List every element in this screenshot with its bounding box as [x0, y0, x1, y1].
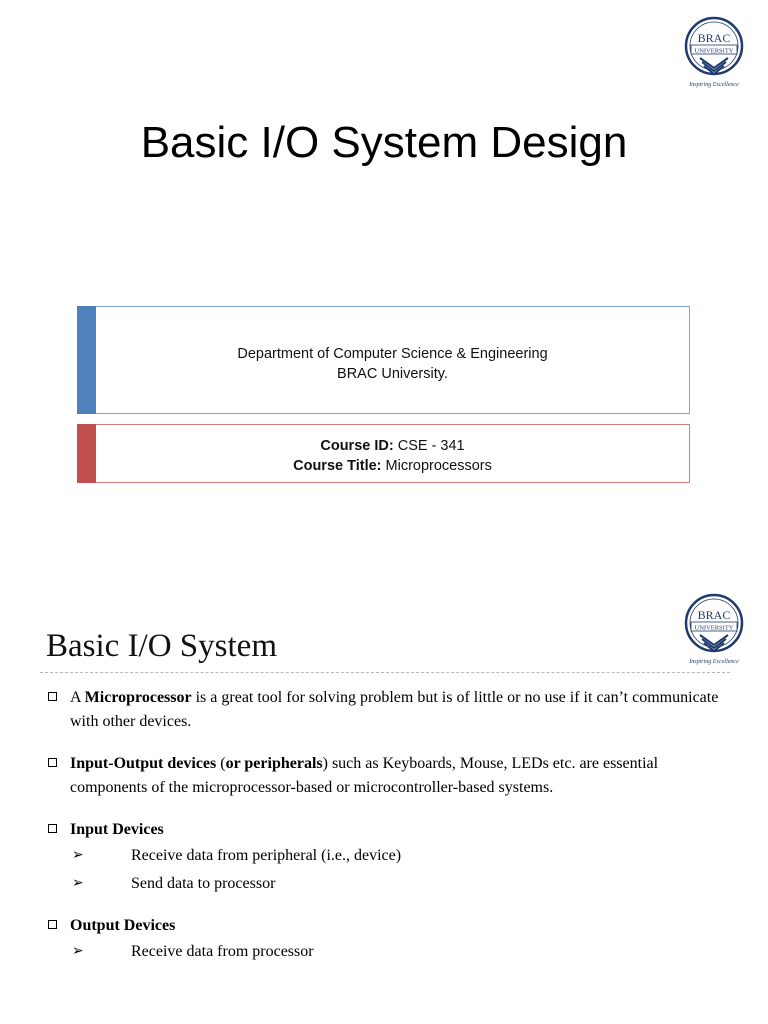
bullet-bold-text: Microprocessor [84, 689, 192, 706]
square-bullet-icon [48, 758, 57, 767]
sub-bullet [46, 842, 726, 870]
department-box [77, 306, 690, 414]
square-bullet-icon [48, 692, 57, 701]
bullet-output-devices [46, 914, 726, 938]
bullet-bold-text: or peripherals [225, 755, 323, 772]
square-bullet-icon [48, 824, 57, 833]
course-id-line [96, 436, 689, 456]
logo-tagline: Inspiring Excellence [689, 659, 739, 665]
bullet-bold-text: Output Devices [70, 917, 176, 934]
logo-text-brac: BRAC [697, 608, 731, 622]
department-text [96, 344, 689, 384]
course-id-label: Course ID: [320, 438, 394, 454]
bullet-text: A [70, 689, 85, 706]
bullet-io-devices [46, 752, 726, 800]
brac-university-logo [676, 589, 756, 667]
sub-bullet [46, 870, 726, 898]
logo-tagline: Inspiring Excellence [689, 82, 739, 88]
bullet-input-devices [46, 818, 726, 842]
course-title-value: Microprocessors [381, 458, 492, 474]
sub-bullet-text: Receive data from processor [131, 943, 314, 960]
blue-accent-bar [77, 306, 96, 414]
arrowhead-icon: ➢ [72, 876, 84, 891]
bullet-bold-text: Input Devices [70, 821, 164, 838]
square-bullet-icon [48, 920, 57, 929]
arrowhead-icon: ➢ [72, 848, 84, 863]
sub-bullet [46, 938, 726, 966]
logo-text-university: UNIVERSITY [694, 624, 734, 632]
course-text [96, 436, 689, 476]
bullet-bold-text: Input-Output devices [70, 755, 217, 772]
slide-title: Basic I/O System [46, 628, 277, 664]
sub-bullet-text: Receive data from peripheral (i.e., device) [131, 847, 402, 864]
slide-body [46, 686, 726, 966]
bullet-text: ( [216, 755, 226, 772]
course-id-value: CSE - 341 [393, 438, 465, 454]
course-title-label: Course Title: [293, 458, 382, 474]
content-slide [0, 576, 768, 1024]
title-divider [40, 672, 730, 673]
red-accent-bar [77, 424, 96, 483]
sub-bullet-text: Send data to processor [131, 875, 276, 892]
course-box [77, 424, 690, 483]
logo-text-university: UNIVERSITY [694, 47, 734, 55]
bullet-microprocessor [46, 686, 726, 734]
course-title-line [96, 456, 689, 476]
university-line: BRAC University. [337, 366, 448, 382]
bullet-text: is a great tool for solving problem but is of little or no use if it can’t communicate with other devices. [70, 689, 719, 730]
logo-text-brac: BRAC [697, 31, 731, 45]
arrowhead-icon: ➢ [72, 944, 84, 959]
department-line: Department of Computer Science & Engineering [237, 346, 548, 362]
bullet-text: ) such as Keyboards, Mouse, LEDs etc. are essential components of the microprocessor-based or microcontroller-based systems. [70, 755, 659, 796]
slide-title: Basic I/O System Design [140, 118, 628, 167]
brac-university-logo [676, 12, 756, 90]
